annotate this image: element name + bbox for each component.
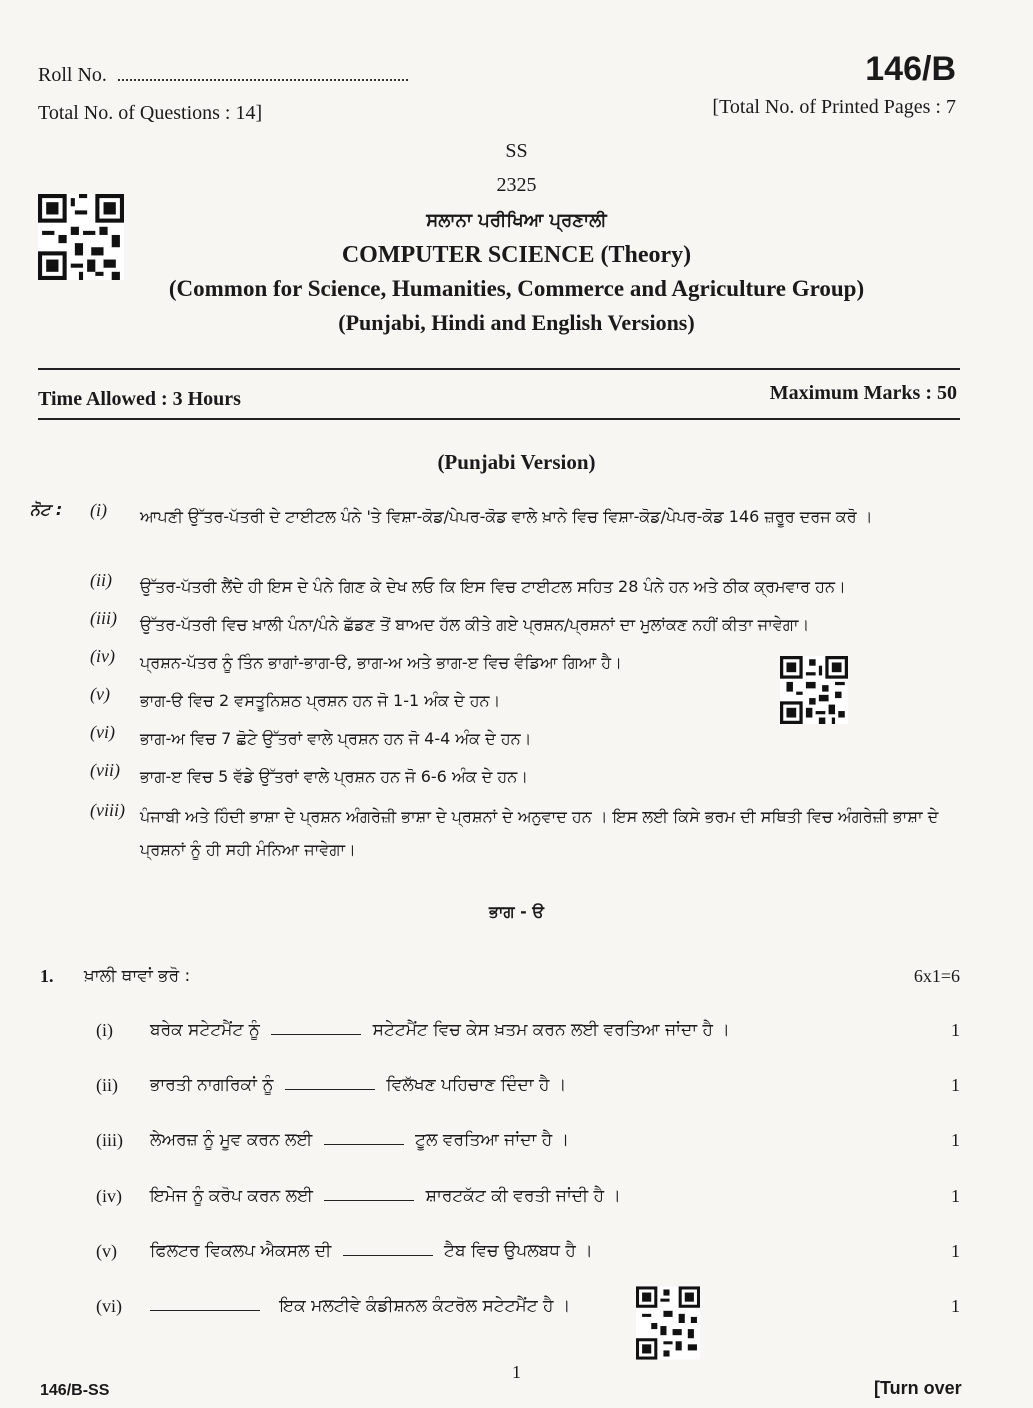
part-marks: 1 (951, 1241, 960, 1261)
note-number: (v) (90, 684, 110, 704)
answer-blank[interactable] (271, 1020, 361, 1035)
note-text: ਪੰਜਾਬੀ ਅਤੇ ਹਿੰਦੀ ਭਾਸ਼ਾ ਦੇ ਪ੍ਰਸ਼ਨ ਅੰਗਰੇਜ਼ੀ ਭਾਸ਼ਾ ਦੇ ਪ੍ਰਸ਼ਨਾਂ ਦੇ ਅਨੁਵਾਦ ਹਨ । ਇਸ ਲਈ ਕਿਸੇ ਭਰਮ ਦੀ ਸਥਿਤੀ ਵਿਚ ਅੰਗਰੇਜ਼ੀ ਭਾਸ਼ਾ ਦੇ ਪ੍ਰਸ਼ਨਾਂ ਨੂੰ ਹੀ ਸਹੀ ਮੰਨਿਆ ਜਾਵੇਗਾ। (140, 807, 939, 859)
section-title: ਭਾਗ - ੳ (489, 902, 544, 921)
note-item (30, 608, 970, 641)
part-text-before: ਫਿਲਟਰ ਵਿਕਲਪ ਐਕਸਲ ਦੀ (150, 1241, 332, 1261)
version-title: (Punjabi Version) (437, 450, 596, 474)
note-number: (ii) (90, 570, 112, 590)
maximum-marks: Maximum Marks : 50 (769, 382, 957, 404)
printed-pages: [Total No. of Printed Pages : 7 (712, 96, 956, 118)
question-prompt: ਖ਼ਾਲੀ ਥਾਵਾਂ ਭਰੋ : (84, 966, 191, 986)
qr-code-icon (636, 1286, 700, 1365)
part-text-before: ਇਮੇਜ ਨੂੰ ਕਰੋਪ ਕਰਨ ਲਈ (150, 1186, 313, 1206)
part-text-after: ਸਟੇਟਮੈਂਟ ਵਿਚ ਕੇਸ ਖ਼ਤਮ ਕਰਨ ਲਈ ਵਰਤਿਆ ਜਾਂਦਾ ਹੈ । (372, 1020, 730, 1040)
answer-blank[interactable] (285, 1075, 375, 1090)
note-item (30, 500, 970, 566)
turn-over: [Turn over (874, 1378, 962, 1398)
part-text-before: ਬਰੇਕ ਸਟੇਟਮੈਂਟ ਨੂੰ (150, 1020, 260, 1040)
roll-number-dots (118, 79, 408, 81)
answer-blank[interactable] (343, 1241, 433, 1256)
question-part (40, 1186, 960, 1216)
exam-name-punjabi: ਸਲਾਨਾ ਪਰੀਖਿਆ ਪ੍ਰਣਾਲੀ (426, 210, 607, 231)
question-part (40, 1020, 960, 1050)
part-number: (ii) (96, 1075, 118, 1095)
note-label: ਨੋਟ : (30, 500, 63, 519)
series-code: SS (505, 140, 528, 162)
note-number: (viii) (90, 800, 125, 820)
note-item (30, 800, 970, 866)
part-marks: 1 (951, 1296, 960, 1316)
roll-number-line (38, 64, 408, 87)
part-marks: 1 (951, 1130, 960, 1150)
note-number: (vi) (90, 722, 115, 742)
part-text-after: ਵਿਲੱਖਣ ਪਹਿਚਾਣ ਦਿੰਦਾ ਹੈ । (386, 1075, 567, 1095)
part-marks: 1 (951, 1020, 960, 1040)
question-part (40, 1075, 960, 1105)
part-number: (iv) (96, 1186, 122, 1206)
note-text: ਭਾਗ-ੳ ਵਿਚ 2 ਵਸਤੂਨਿਸ਼ਠ ਪ੍ਰਸ਼ਨ ਹਨ ਜੋ 1-1 ਅੰਕ ਦੇ ਹਨ। (140, 691, 501, 710)
qr-code-icon (38, 194, 124, 285)
paper-code: 146/B (865, 50, 956, 88)
note-text: ਭਾਗ-ੲ ਵਿਚ 5 ਵੱਡੇ ਉੱਤਰਾਂ ਵਾਲੇ ਪ੍ਰਸ਼ਨ ਹਨ ਜੋ 6-6 ਅੰਕ ਦੇ ਹਨ। (140, 767, 528, 786)
versions-line: (Punjabi, Hindi and English Versions) (338, 310, 695, 335)
part-text-before: ਭਾਰਤੀ ਨਾਗਰਿਕਾਂ ਨੂੰ (150, 1075, 274, 1095)
note-number: (iv) (90, 646, 115, 666)
qr-code-icon (780, 656, 848, 729)
note-text: ਉੱਤਰ-ਪੱਤਰੀ ਵਿਚ ਖ਼ਾਲੀ ਪੰਨਾ/ਪੰਨੇ ਛੱਡਣ ਤੋਂ ਬਾਅਦ ਹੱਲ ਕੀਤੇ ਗਏ ਪ੍ਰਸ਼ਨ/ਪ੍ਰਸ਼ਨਾਂ ਦਾ ਮੁਲਾਂਕਣ ਨਹੀਂ ਕੀਤਾ ਜਾਵੇਗਾ। (140, 615, 810, 634)
question-part (40, 1241, 960, 1271)
exam-year-code: 2325 (496, 174, 537, 196)
part-marks: 1 (951, 1186, 960, 1206)
total-questions: Total No. of Questions : 14] (38, 102, 263, 124)
question-marks: 6x1=6 (913, 966, 960, 986)
question-header (40, 966, 960, 996)
roll-number-label: Roll No. (38, 64, 107, 86)
note-text: ਭਾਗ-ਅ ਵਿਚ 7 ਛੋਟੇ ਉੱਤਰਾਂ ਵਾਲੇ ਪ੍ਰਸ਼ਨ ਹਨ ਜੋ 4-4 ਅੰਕ ਦੇ ਹਨ। (140, 729, 532, 748)
part-text-after: ਸ਼ਾਰਟਕੱਟ ਕੀ ਵਰਤੀ ਜਾਂਦੀ ਹੈ । (425, 1186, 621, 1206)
note-text: ਉੱਤਰ-ਪੱਤਰੀ ਲੈਂਦੇ ਹੀ ਇਸ ਦੇ ਪੰਨੇ ਗਿਣ ਕੇ ਦੇਖ ਲਓ ਕਿ ਇਸ ਵਿਚ ਟਾਈਟਲ ਸਹਿਤ 28 ਪੰਨੇ ਹਨ ਅਤੇ ਠੀਕ ਕ੍ਰਮਵਾਰ ਹਨ। (140, 577, 846, 596)
header-rule-top (38, 368, 960, 370)
part-number: (vi) (96, 1296, 122, 1316)
answer-blank[interactable] (324, 1186, 414, 1201)
page-number: 1 (512, 1362, 521, 1382)
note-number: (vii) (90, 760, 120, 780)
part-number: (iii) (96, 1130, 123, 1150)
question-part (40, 1296, 960, 1326)
note-item (30, 760, 970, 793)
groups-line: (Common for Science, Humanities, Commerce and Agriculture Group) (168, 276, 865, 301)
subject-title: COMPUTER SCIENCE (Theory) (341, 242, 692, 268)
answer-blank[interactable] (150, 1296, 260, 1311)
header-rule-bottom (38, 418, 960, 420)
note-text: ਪ੍ਰਸ਼ਨ-ਪੱਤਰ ਨੂੰ ਤਿੰਨ ਭਾਗਾਂ-ਭਾਗ-ੳ, ਭਾਗ-ਅ ਅਤੇ ਭਾਗ-ੲ ਵਿਚ ਵੰਡਿਆ ਗਿਆ ਹੈ। (140, 653, 622, 672)
part-text-after: ਟੂਲ ਵਰਤਿਆ ਜਾਂਦਾ ਹੈ । (415, 1130, 570, 1150)
note-item (30, 570, 970, 603)
part-text-before: ਲੇਅਰਜ਼ ਨੂੰ ਮੂਵ ਕਰਨ ਲਈ (150, 1130, 313, 1150)
part-number: (i) (96, 1020, 113, 1040)
question-part (40, 1130, 960, 1160)
answer-blank[interactable] (324, 1130, 404, 1145)
note-text: ਆਪਣੀ ਉੱਤਰ-ਪੱਤਰੀ ਦੇ ਟਾਈਟਲ ਪੰਨੇ 'ਤੇ ਵਿਸ਼ਾ-ਕੋਡ/ਪੇਪਰ-ਕੋਡ ਵਾਲੇ ਖ਼ਾਨੇ ਵਿਚ ਵਿਸ਼ਾ-ਕੋਡ/ਪੇਪਰ-ਕੋਡ 146 ਜ਼ਰੂਰ ਦਰਜ ਕਰੋ । (140, 507, 873, 526)
footer-code: 146/B-SS (40, 1382, 110, 1399)
part-marks: 1 (951, 1075, 960, 1095)
time-allowed: Time Allowed : 3 Hours (38, 388, 241, 410)
part-text-after: ਇਕ ਮਲਟੀਵੇ ਕੰਡੀਸ਼ਨਲ ਕੰਟਰੋਲ ਸਟੇਟਮੈਂਟ ਹੈ । (279, 1296, 571, 1316)
question-number: 1. (40, 966, 54, 986)
note-number: (iii) (90, 608, 117, 628)
note-number: (i) (90, 500, 107, 520)
part-text-after: ਟੈਬ ਵਿਚ ਉਪਲਬਧ ਹੈ । (444, 1241, 593, 1261)
part-number: (v) (96, 1241, 117, 1261)
